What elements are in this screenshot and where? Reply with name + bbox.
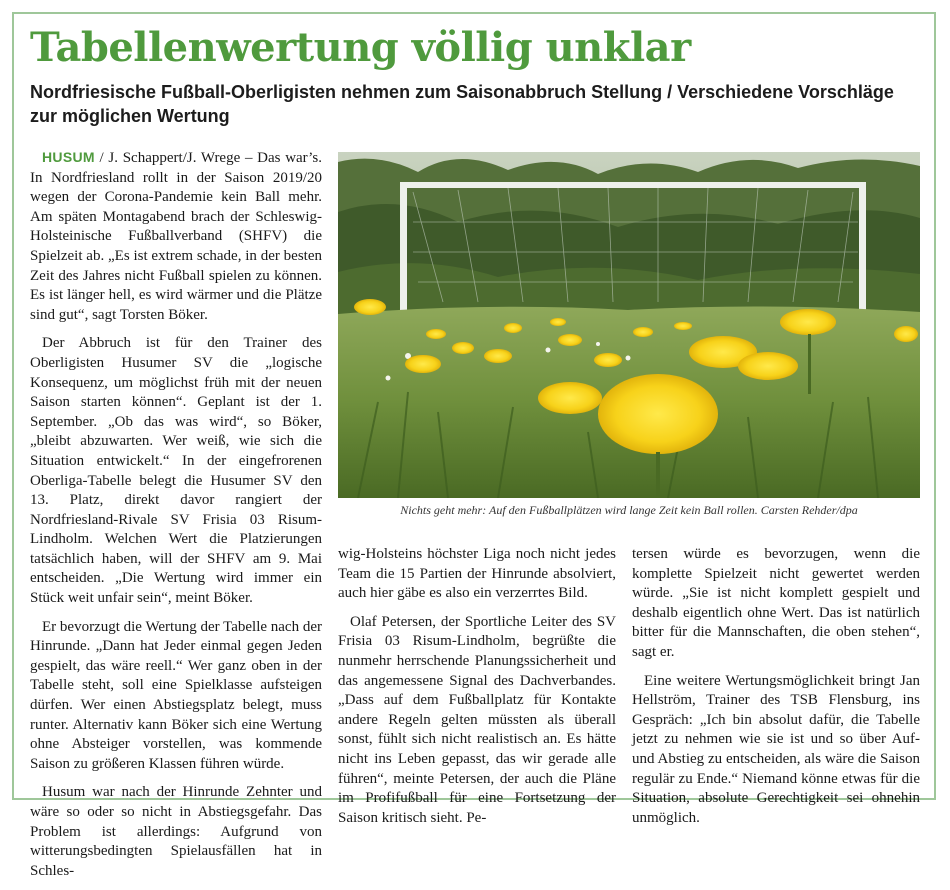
body-paragraph: tersen würde es bevorzugen, wenn die komplette Spielzeit nicht gewertet werden würde. „Sie ist nicht komplett gespielt und deshalb eigentlich ohne Wert. Das ist natürlich bitter für die Mannschaften, die oben stehen“, sagt er.: [632, 546, 920, 660]
lead-text: / J. Schappert/J. Wrege – Das war’s. In Nordfriesland rollt in der Saison 2019/20 wegen der Corona-Pandemie kein Ball mehr. Am späten Montagabend brach der Schleswig-Holsteinische Fußballverband (SHFV) die Spielzeit ab. „Es ist extrem schade, in der besten Zeit des Jahres nicht Fußball spielen zu können. Es ist länger hell, es wird wärmer und die Plätze sind gut“, sagt Torsten Böker.: [30, 150, 322, 323]
headline: Tabellenwertung völlig unklar: [30, 24, 691, 71]
subheadline: Nordfriesische Fußball-Oberligisten nehmen zum Saisonabbruch Stellung / Verschiedene Vorschläge zur möglichen Wertung: [30, 82, 894, 126]
dateline: HUSUM: [42, 149, 95, 165]
lead-paragraph: [30, 148, 322, 325]
article-column-3: [632, 545, 920, 837]
body-paragraph: Olaf Petersen, der Sportliche Leiter des SV Frisia 03 Risum-Lindholm, begrüßte die nunmehr herrschende Planungssicherheit und das angemessene Signal des Dachverbandes. „Dass auf dem Fußballplatz für Kontakte andere Regeln gelten müssten als überall sonst, fühlt sich nicht realistisch an. Es hätte nicht ins Leben gepasst, das wir gerade alle führen“, meinte Petersen, der auch die Pläne im Profifußball für eine Fortsetzung der Saison kritisch sieht. Pe-: [338, 613, 616, 826]
body-paragraph: wig-Holsteins höchster Liga noch nicht jedes Team die 15 Partien der Hinrunde absolviert, auch hier gäbe es also ein verzerrtes Bild.: [338, 546, 616, 602]
body-paragraph: Er bevorzugt die Wertung der Tabelle nach der Hinrunde. „Dann hat Jeder einmal gegen Jeden gespielt, das wäre reell.“ Wer ganz oben in der Tabelle steht, soll eine Spielklasse aufsteigen dürfen. Wer einen Abstiegsplatz belegt, muss runter. Alternativ kann Böker sich eine Wertung ohne Absteiger vorstellen, was kommende Saison zu größeren Klassen führen würde.: [30, 618, 322, 772]
article-column-2: [338, 545, 616, 837]
body-paragraph: Husum war nach der Hinrunde Zehnter und wäre so oder so nicht in Abstiegsgefahr. Das Problem ist allerdings: Aufgrund von witterungsbedingten Spielausfällen hat in Schles-: [30, 784, 322, 879]
soccer-goal-dandelion-image: [338, 152, 920, 498]
article-column-1: [30, 148, 322, 890]
photo-caption: Nichts geht mehr: Auf den Fußballplätzen wird lange Zeit kein Ball rollen. Carsten Rehder/dpa: [400, 503, 858, 517]
body-paragraph: Der Abbruch ist für den Trainer des Oberligisten Husumer SV die „logische Konsequenz, um möglichst früh mit der neuen Saison starten können“. Geplant ist der 1. September. „Ob das was wird“, so Böker, „bleibt abzuwarten. Wer weiß, wie sich die Situation entwickelt.“ In der eingefrorenen Oberliga-Tabelle belegt die Husumer SV den 13. Platz, direkt davor rangiert der Nordfriesland-Rivale SV Frisia 03 Risum-Lindholm. Welchen Wert die Platzierungen tatsächlich haben, will der SHFV am 9. Mai entscheiden. „Die Wertung wird immer ein Stück weit unfair sein“, meint Böker.: [30, 335, 322, 607]
body-paragraph: Eine weitere Wertungsmöglichkeit bringt Jan Hellström, Trainer des TSB Flensburg, ins Gespräch: „Ich bin absolut dafür, die Tabelle jetzt zu nehmen wie sie ist und so über Auf- und Abstieg zu entscheiden, als wäre die Saison regulär zu Ende.“ Niemand könne etwas für die Situation, absolute Gerechtigkeit sei ohnehin unmöglich.: [632, 672, 920, 826]
article-photo: [338, 152, 920, 498]
